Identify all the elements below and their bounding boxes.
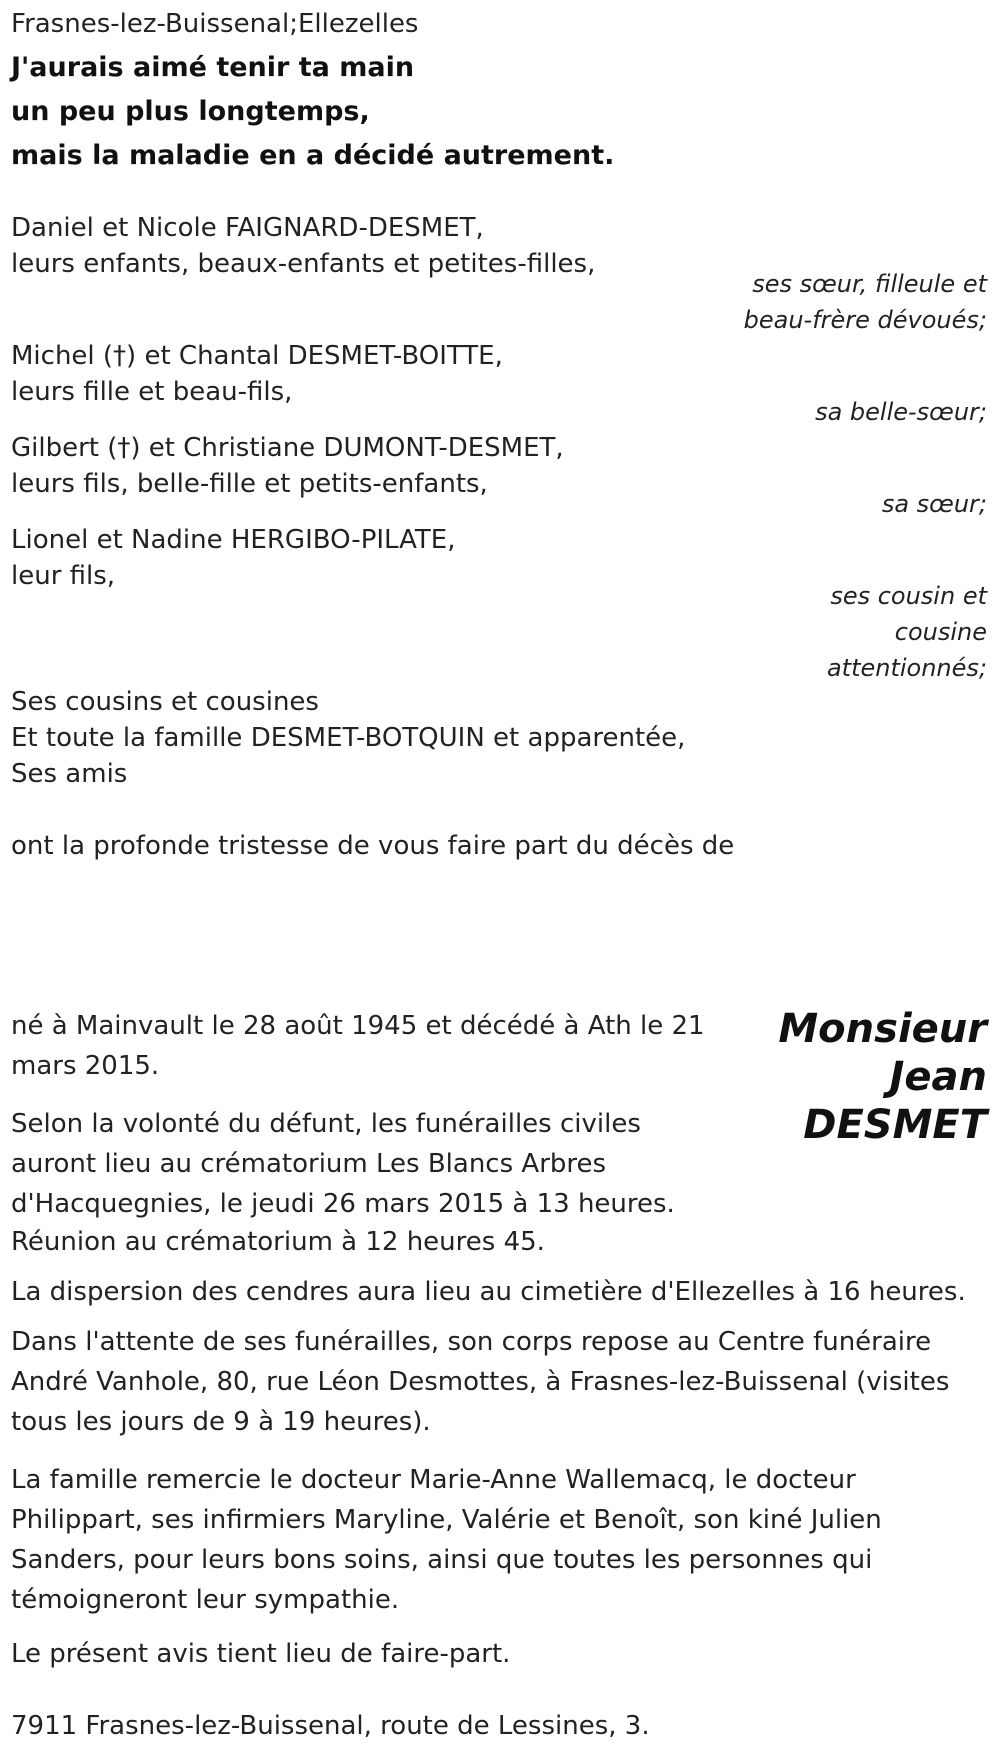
family-role: attentionnés; — [826, 654, 987, 682]
poem-line-3: mais la maladie en a décidé autrement. — [11, 140, 615, 171]
rest-details: Dans l'attente de ses funérailles, son corps repose au Centre funéraire André Vanhole, 80, rue Léon Desmottes, à Frasnes-lez-Buissenal (visites tous les jours de 9 à 19 heures). — [11, 1327, 950, 1437]
family-relation: leurs fille et beau-fils, — [11, 377, 293, 407]
poem-line-2: un peu plus longtemps, — [11, 96, 370, 127]
family-relation: leur fils, — [11, 561, 116, 591]
family-names: Daniel et Nicole FAIGNARD-DESMET, — [11, 213, 484, 243]
notice-details: Le présent avis tient lieu de faire-part. — [11, 1639, 511, 1669]
others-line: Et toute la famille DESMET-BOTQUIN et apparentée, — [11, 723, 686, 753]
family-role: ses cousin et — [830, 582, 987, 610]
deceased-name — [778, 1005, 987, 1149]
family-role: sa belle-sœur; — [815, 398, 987, 426]
deceased-first-name: Jean — [889, 1054, 987, 1100]
poem-line-1: J'aurais aimé tenir ta main — [11, 52, 415, 83]
family-role: ses sœur, filleule et — [752, 270, 987, 298]
family-names: Michel (†) et Chantal DESMET-BOITTE, — [11, 341, 503, 371]
deceased-last-name: DESMET — [803, 1102, 987, 1148]
birth-details: né à Mainvault le 28 août 1945 et décédé à Ath le 21 mars 2015. — [11, 1011, 705, 1081]
family-names: Gilbert (†) et Christiane DUMONT-DESMET, — [11, 433, 564, 463]
address: 7911 Frasnes-lez-Buissenal, route de Lessines, 3. — [11, 1711, 650, 1741]
family-role: beau-frère dévoués; — [743, 306, 987, 334]
others-line: Ses amis — [11, 759, 128, 789]
funeral-details: Selon la volonté du défunt, les funérailles civiles auront lieu au crématorium Les Blancs Arbres d'Hacquegnies, le jeudi 26 mars 2015 à 13 heures. — [11, 1109, 675, 1219]
family-role: sa sœur; — [881, 490, 987, 518]
location-header: Frasnes-lez-Buissenal;Ellezelles — [11, 9, 419, 39]
family-relation: leurs enfants, beaux-enfants et petites-filles, — [11, 249, 596, 279]
family-names: Lionel et Nadine HERGIBO-PILATE, — [11, 525, 456, 555]
thanks-details: La famille remercie le docteur Marie-Anne Wallemacq, le docteur Philippart, ses infirmiers Maryline, Valérie et Benoît, son kiné Julien Sanders, pour leurs bons soins, ainsi que toutes les personnes qui témoigneront leur sympathie. — [11, 1465, 882, 1615]
deceased-title: Monsieur — [778, 1006, 987, 1052]
family-role: cousine — [894, 618, 987, 646]
meeting-details: Réunion au crématorium à 12 heures 45. — [11, 1227, 545, 1257]
dispersion-details: La dispersion des cendres aura lieu au cimetière d'Ellezelles à 16 heures. — [11, 1277, 966, 1307]
family-relation: leurs fils, belle-fille et petits-enfants, — [11, 469, 488, 499]
announcement: ont la profonde tristesse de vous faire part du décès de — [11, 831, 735, 861]
others-line: Ses cousins et cousines — [11, 687, 319, 717]
